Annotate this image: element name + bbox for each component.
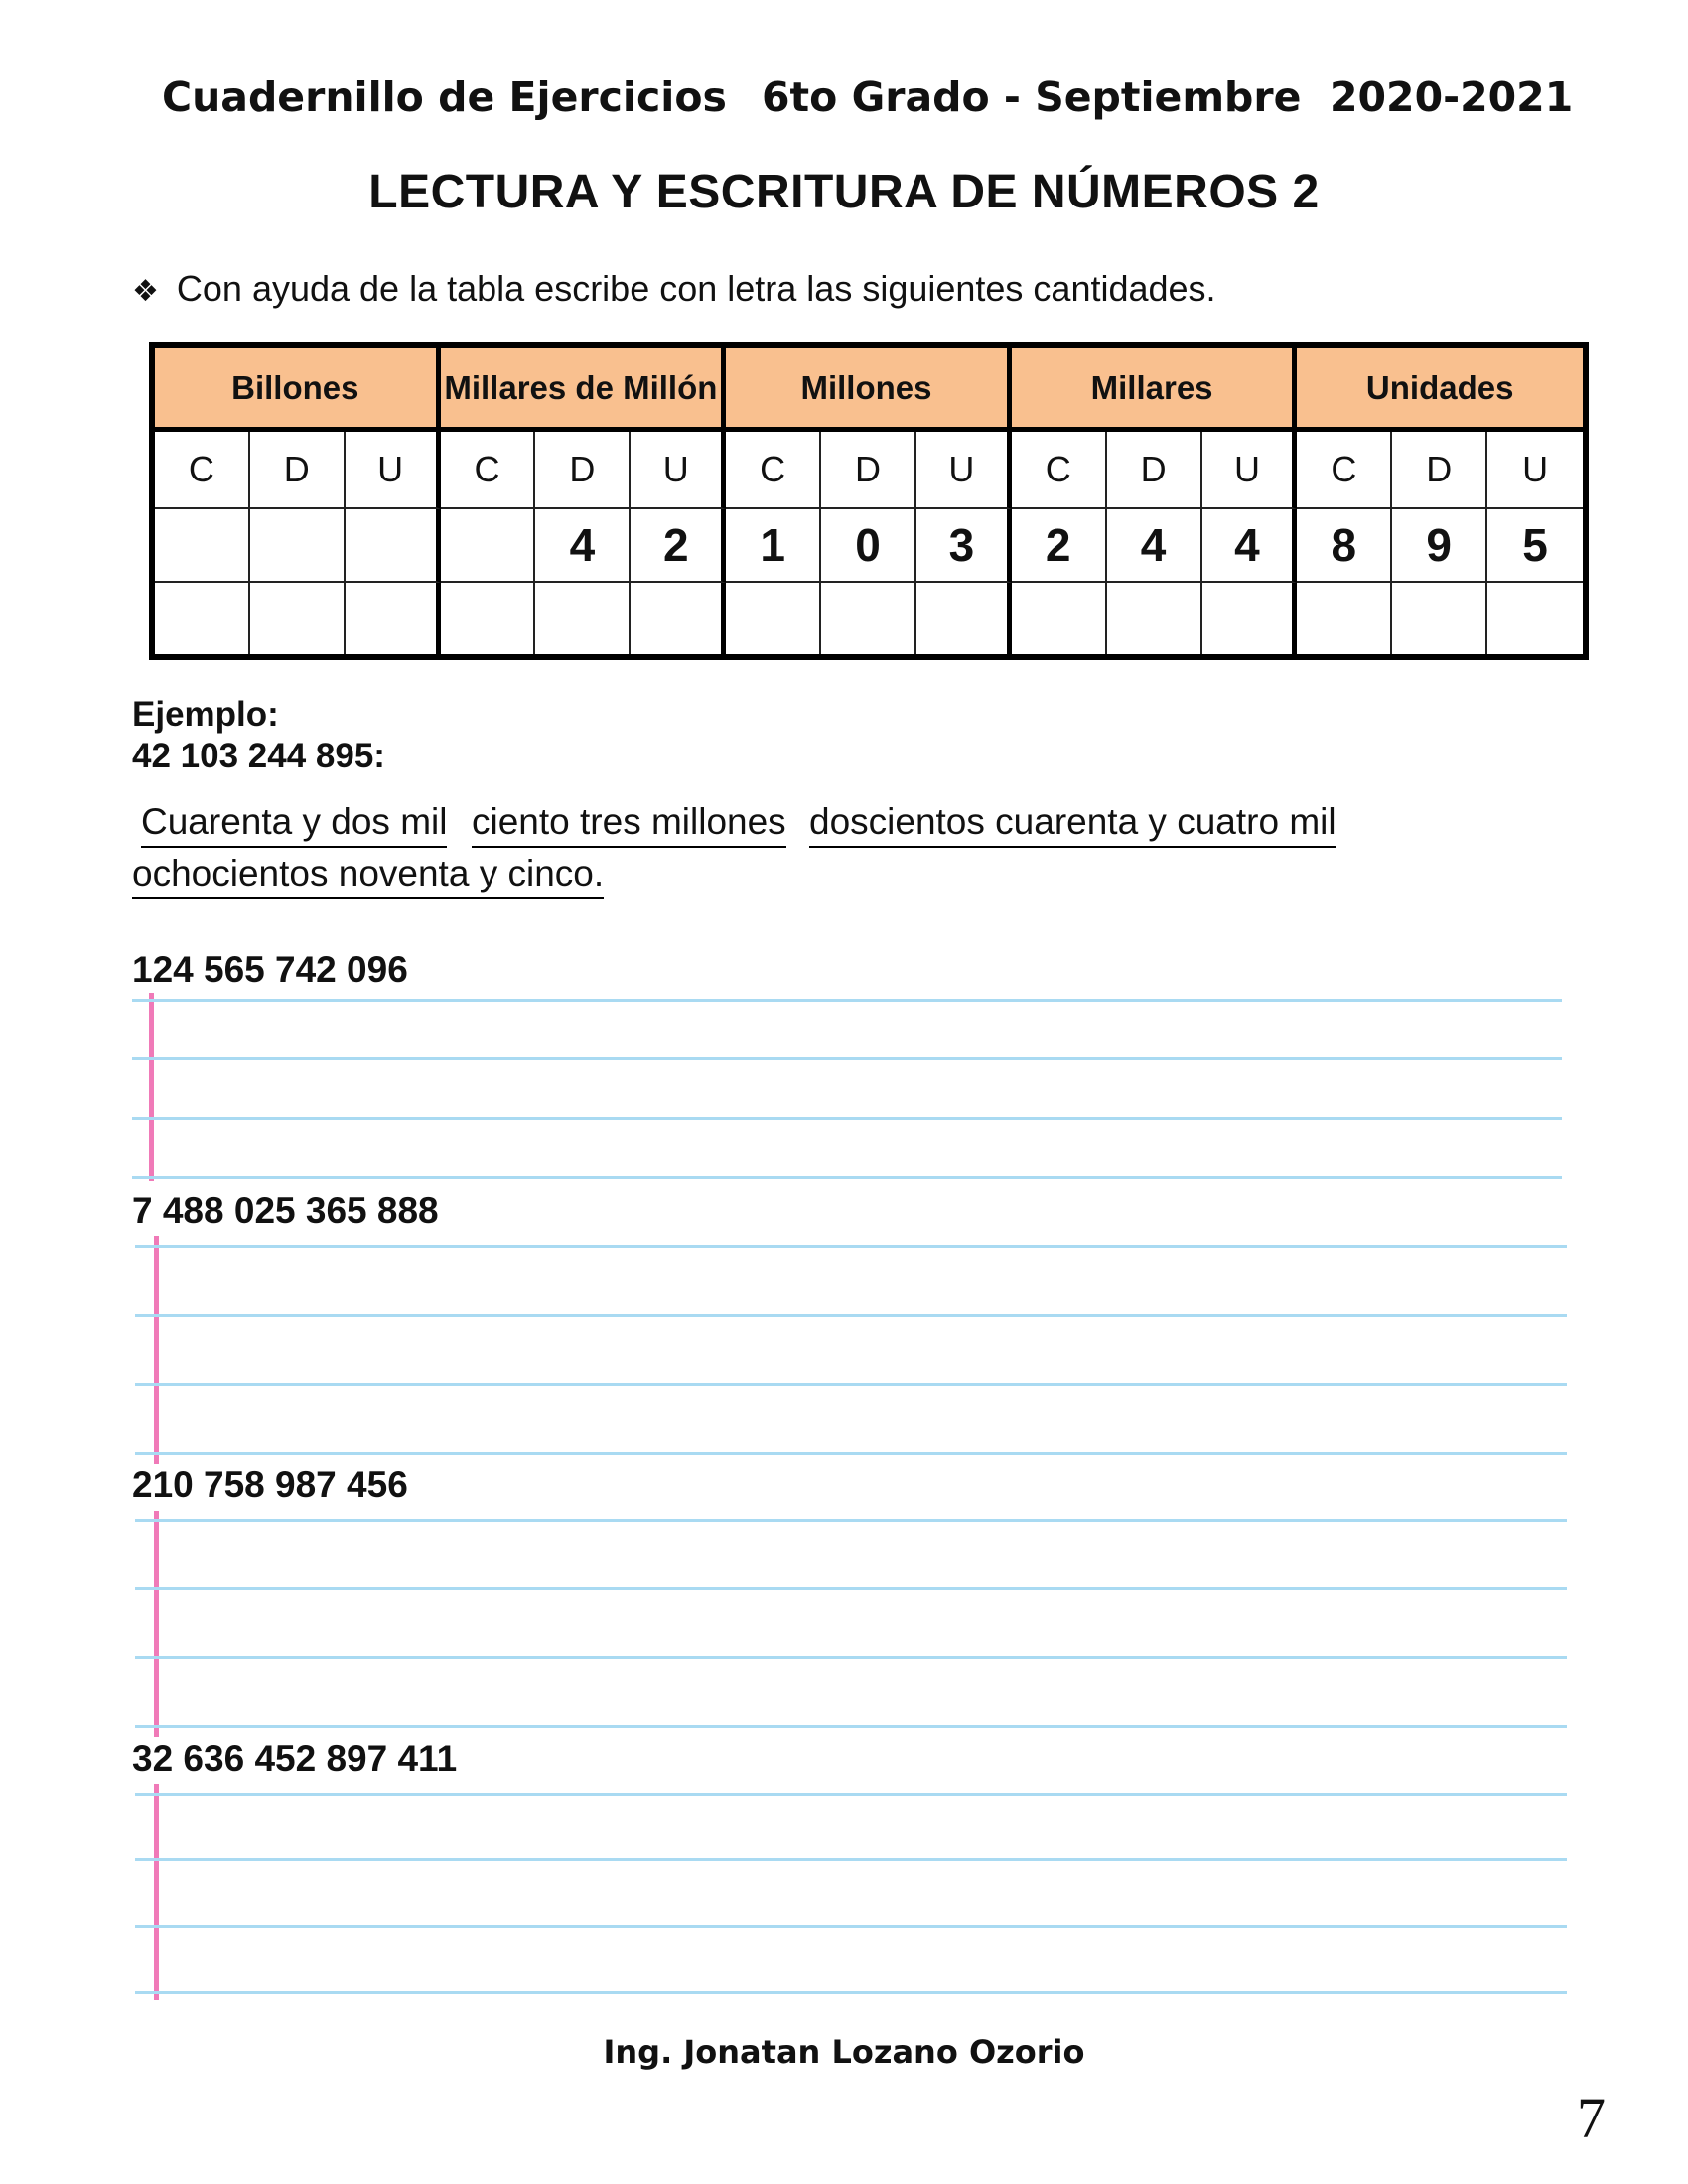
empty-cell — [726, 583, 821, 654]
writing-line[interactable] — [132, 1057, 1562, 1060]
writing-margin-line — [149, 993, 154, 1181]
subheader-cell: C — [441, 432, 536, 509]
empty-cell — [441, 583, 536, 654]
example-text-segment: ciento tres millones — [472, 802, 786, 848]
exercise-number: 210 758 987 456 — [132, 1464, 408, 1505]
exercise-number: 7 488 025 365 888 — [132, 1190, 439, 1231]
writing-line[interactable] — [135, 1991, 1567, 1994]
digit-cell: 2 — [631, 509, 726, 583]
instruction-text: Con ayuda de la tabla escribe con letra las siguientes cantidades. — [176, 268, 1216, 309]
subheader-cell: D — [1392, 432, 1487, 509]
subheader-cell: D — [535, 432, 631, 509]
subheader-cell: U — [1487, 432, 1583, 509]
writing-line[interactable] — [132, 1176, 1562, 1179]
writing-line[interactable] — [135, 1858, 1567, 1861]
empty-cell — [821, 583, 916, 654]
digit-cell: 8 — [1297, 509, 1392, 583]
writing-line[interactable] — [135, 1725, 1567, 1728]
group-header-unidades: Unidades — [1297, 348, 1583, 432]
header-grade-month: 6to Grado - Septiembre — [762, 73, 1302, 121]
writing-margin-line — [154, 1784, 159, 2000]
writing-line[interactable] — [135, 1314, 1567, 1317]
empty-cell — [1297, 583, 1392, 654]
empty-cell — [1012, 583, 1107, 654]
subheader-cell: U — [1202, 432, 1298, 509]
writing-margin-line — [154, 1511, 159, 1737]
page-header — [162, 73, 1574, 133]
example-label: Ejemplo: — [132, 695, 279, 734]
group-header-millares: Millares — [1012, 348, 1298, 432]
subheader-cell: U — [631, 432, 726, 509]
empty-cell — [1107, 583, 1202, 654]
digit-cell: 3 — [916, 509, 1012, 583]
example-text-segment: Cuarenta y dos mil — [141, 802, 447, 848]
writing-line[interactable] — [132, 1117, 1562, 1120]
example-text-segment: ochocientos noventa y cinco. — [132, 854, 604, 899]
group-header-millones: Millones — [726, 348, 1012, 432]
diamond-bullet-icon: ❖ — [132, 274, 159, 309]
empty-cell — [155, 583, 250, 654]
writing-line[interactable] — [135, 1925, 1567, 1928]
page-title: LECTURA Y ESCRITURA DE NÚMEROS 2 — [368, 166, 1320, 218]
empty-cell — [346, 583, 441, 654]
digit-cell: 5 — [1487, 509, 1583, 583]
digit-cell: 4 — [1202, 509, 1298, 583]
subheader-cell: C — [1297, 432, 1392, 509]
writing-line[interactable] — [135, 1383, 1567, 1386]
digit-cell — [155, 509, 250, 583]
subheader-cell: D — [250, 432, 346, 509]
digit-cell: 9 — [1392, 509, 1487, 583]
digit-cell: 4 — [535, 509, 631, 583]
example-text-segment: doscientos cuarenta y cuatro mil — [809, 802, 1336, 848]
author-footer: Ing. Jonatan Lozano Ozorio — [603, 2033, 1085, 2071]
header-workbook-title: Cuadernillo de Ejercicios — [162, 73, 727, 121]
digit-cell: 0 — [821, 509, 916, 583]
empty-cell — [250, 583, 346, 654]
digit-cell: 1 — [726, 509, 821, 583]
example-number: 42 103 244 895: — [132, 737, 385, 775]
writing-line[interactable] — [135, 1793, 1567, 1796]
group-header-billones: Billones — [155, 348, 441, 432]
header-school-year: 2020-2021 — [1330, 73, 1574, 121]
empty-cell — [916, 583, 1012, 654]
writing-margin-line — [154, 1236, 159, 1464]
writing-line[interactable] — [132, 999, 1562, 1002]
exercise-number: 32 636 452 897 411 — [132, 1738, 458, 1779]
subheader-cell: D — [1107, 432, 1202, 509]
digit-cell: 4 — [1107, 509, 1202, 583]
exercise-number: 124 565 742 096 — [132, 949, 408, 990]
digit-cell — [250, 509, 346, 583]
instruction — [132, 268, 1216, 310]
empty-cell — [1487, 583, 1583, 654]
digit-cell — [346, 509, 441, 583]
empty-cell — [631, 583, 726, 654]
place-value-table — [149, 342, 1589, 660]
group-header-millares-de-millon: Millares de Millón — [441, 348, 727, 432]
subheader-cell: C — [726, 432, 821, 509]
writing-line[interactable] — [135, 1245, 1567, 1248]
empty-cell — [535, 583, 631, 654]
empty-cell — [1202, 583, 1298, 654]
writing-line[interactable] — [135, 1452, 1567, 1455]
subheader-cell: U — [916, 432, 1012, 509]
subheader-cell: C — [155, 432, 250, 509]
subheader-cell: D — [821, 432, 916, 509]
page-number: 7 — [1577, 2086, 1606, 2150]
digit-cell — [441, 509, 536, 583]
writing-line[interactable] — [135, 1519, 1567, 1522]
writing-line[interactable] — [135, 1587, 1567, 1590]
empty-cell — [1392, 583, 1487, 654]
digit-cell: 2 — [1012, 509, 1107, 583]
subheader-cell: U — [346, 432, 441, 509]
writing-line[interactable] — [135, 1656, 1567, 1659]
subheader-cell: C — [1012, 432, 1107, 509]
